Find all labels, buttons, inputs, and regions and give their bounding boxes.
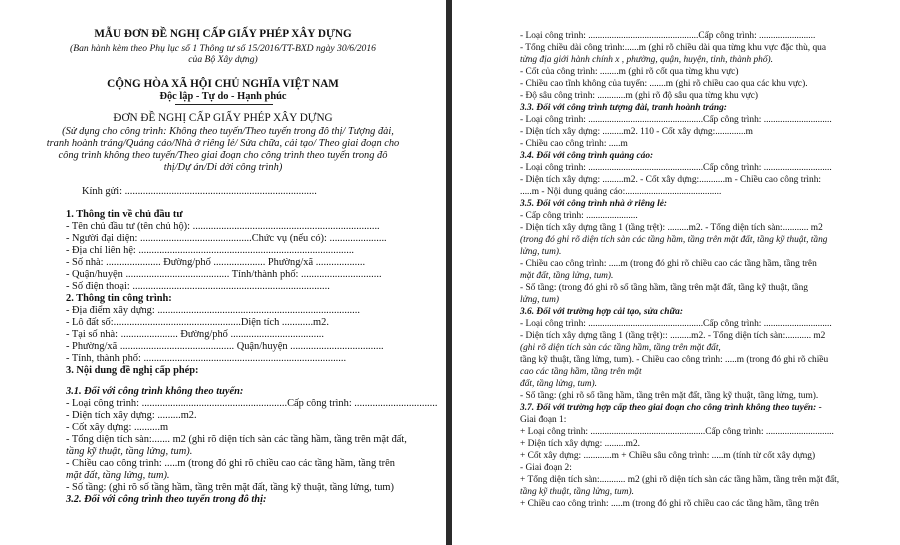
form-field: + Diện tích xây dựng: .........m2. xyxy=(520,439,640,449)
form-note: lửng, tum). xyxy=(520,247,562,257)
form-field: - Loại công trình: ...............................................Cấp công trình: ........................ xyxy=(520,31,816,41)
form-field: - Giai đoạn 2: xyxy=(520,463,572,473)
form-field: - Số tầng: (ghi rõ số tầng hầm, tầng trên mặt đất, tầng kỹ thuật, tầng lửng, tum). xyxy=(520,391,819,401)
form-field: - Số điện thoại: ............................................................................ xyxy=(66,281,330,292)
section-heading: 3. Nội dung đề nghị cấp phép: xyxy=(66,365,199,376)
form-field: - Số tầng: (trong đó ghi rõ số tầng hầm, tầng trên mặt đất, tầng kỹ thuật, tầng xyxy=(520,283,808,293)
addressee-line: Kính gửi: .......................................................................... xyxy=(82,186,317,197)
form-note: (ghi rõ diện tích sàn các tầng hầm, tầng trên mặt đất, xyxy=(520,343,721,353)
form-field: - Cốt xây dựng: ..........m xyxy=(66,422,169,433)
form-field: - Loại công trình: .................................................Cấp công trình: ............................. xyxy=(520,115,832,125)
form-field: + Chiều cao công trình: .....m (trong đó ghi rõ chiều cao các tầng hầm, tầng trên xyxy=(520,499,819,509)
form-field: - Diện tích xây dựng: .........m2. 110 - Cốt xây dựng:.............m xyxy=(520,127,753,137)
document-page-left xyxy=(0,0,446,545)
form-field: + Cốt xây dựng: ............m + Chiều sâu công trình: .....m (tính từ cốt xây dựng) xyxy=(520,451,816,461)
form-field: .....m - Nội dung quảng cáo:......................................... xyxy=(520,187,722,197)
document-page-right xyxy=(452,0,900,545)
form-title: MẪU ĐƠN ĐỀ NGHỊ CẤP GIẤY PHÉP XÂY DỰNG xyxy=(94,28,352,40)
form-field: - Độ sâu công trình: ............m (ghi rõ độ sâu qua từng khu vực) xyxy=(520,91,758,101)
form-field: - Diện tích xây dựng: .........m2. - Cốt xây dựng:...........m - Chiều cao công trình: xyxy=(520,175,822,185)
usage-note: (Sử dụng cho công trình: Không theo tuyến/Theo tuyến trong đô thị/ Tượng đài, xyxy=(62,126,394,137)
subsection-heading: 3.7. Đối với trường hợp cấp theo giai đoạn cho công trình không theo tuyến: - xyxy=(520,403,822,413)
form-field: + Tổng diện tích sàn:........... m2 (ghi rõ diện tích sàn các tầng hầm, tầng trên mặt đất, xyxy=(520,475,840,485)
usage-note: thị/Dự án/Di dời công trình) xyxy=(163,162,283,173)
form-field: - Tỉnh, thành phố: .............................................................................. xyxy=(66,353,347,364)
form-note: (trong đó ghi rõ diện tích sàn các tầng hầm, tầng trên mặt đất, tầng kỹ thuật, tầng xyxy=(520,235,828,245)
form-note: đất, tầng lửng, tum). xyxy=(520,379,597,389)
application-title: ĐƠN ĐỀ NGHỊ CẤP GIẤY PHÉP XÂY DỰNG xyxy=(113,112,333,124)
national-motto: Độc lập - Tự do - Hạnh phúc xyxy=(159,91,287,102)
usage-note: công trình không theo tuyến/Theo giai đoạn cho công trình theo tuyến trong đô xyxy=(58,150,388,161)
form-note: từng địa giới hành chính x , phường, quận, huyện, tỉnh, thành phố). xyxy=(520,55,774,65)
form-field: - Tổng chiều dài công trình:......m (ghi rõ chiều dài qua từng khu vực đặc thù, qua xyxy=(520,43,827,53)
subsection-heading: 3.6. Đối với trường hợp cải tạo, sửa chữa: xyxy=(520,307,683,317)
form-field: - Cốt của công trình: ........m (ghi rõ cốt qua từng khu vực) xyxy=(520,67,739,77)
subsection-heading: 3.4. Đối với công trình quảng cáo: xyxy=(520,151,654,161)
form-field: - Diện tích xây dựng tầng 1 (tầng trệt): .........m2. - Tổng diện tích sàn:........... m2 xyxy=(520,223,823,233)
form-field: - Diện tích xây dựng tầng 1 (tầng trệt):: .........m2. - Tổng diện tích sàn:........... m2 xyxy=(520,331,826,341)
form-field: - Loại công trình: .................................................Cấp công trình: ............................. xyxy=(520,319,832,329)
form-field: - Tại số nhà: ...................... Đường/phố .................................... xyxy=(66,329,324,340)
motto-underline xyxy=(175,104,273,105)
form-field: - Số nhà: ..................... Đường/phố .................... Phường/xã ................... xyxy=(66,257,366,268)
form-note: lửng, tum) xyxy=(520,295,559,305)
subsection-heading: 3.1. Đối với công trình không theo tuyến: xyxy=(66,386,244,397)
national-title: CỘNG HÒA XÃ HỘI CHỦ NGHĨA VIỆT NAM xyxy=(107,78,339,90)
form-field: - Loại công trình: .................................................Cấp công trình: ............................. xyxy=(520,163,832,173)
form-field: - Địa điểm xây dựng: .............................................................................. xyxy=(66,305,360,316)
section-heading: 1. Thông tin về chủ đầu tư xyxy=(66,209,183,220)
form-field: - Loại công trình: ........................................................Cấp công trình: ................................ xyxy=(66,398,438,409)
form-note: mặt đất, tầng lửng, tum). xyxy=(66,470,170,481)
form-field: - Diện tích xây dựng: .........m2. xyxy=(66,410,197,421)
form-field: - Người đại diện: ...........................................Chức vụ (nếu có): ...................... xyxy=(66,233,387,244)
form-field: - Chiều cao công trình: .....m (trong đó ghi rõ chiều cao các tầng hầm, tầng trên xyxy=(66,458,395,469)
form-field: - Tổng diện tích sàn:....... m2 (ghi rõ diện tích sàn các tầng hầm, tầng trên mặt đất, xyxy=(66,434,407,445)
form-field: - Tên chủ đầu tư (tên chủ hộ): ........................................................................ xyxy=(66,221,380,232)
section-heading: 2. Thông tin công trình: xyxy=(66,293,172,304)
form-field: - Chiều cao công trình: .....m (trong đó ghi rõ chiều cao các tầng hầm, tầng trên xyxy=(520,259,817,269)
form-field: - Quận/huyện ........................................ Tỉnh/thành phố: ............................... xyxy=(66,269,382,280)
form-field: - Địa chỉ liên hệ: ................................................................................... xyxy=(66,245,355,256)
form-note: mặt đất, tầng lửng, tum). xyxy=(520,271,614,281)
subsection-heading: 3.3. Đối với công trình tượng đài, tranh hoành tráng: xyxy=(520,103,727,113)
usage-note: tranh hoành tráng/Quảng cáo/Nhà ở riêng lẻ/ Sửa chữa, cải tạo/ Theo giai đoạn cho xyxy=(46,138,400,149)
subsection-heading: 3.2. Đối với công trình theo tuyến trong đô thị: xyxy=(66,494,267,505)
form-field: - Lô đất số:.................................................Diện tích ............m2. xyxy=(66,317,329,328)
form-note: tầng kỹ thuật, tầng lửng, tum). xyxy=(520,487,634,497)
form-subtitle: (Ban hành kèm theo Phụ lục số 1 Thông tư số 15/2016/TT-BXD ngày 30/6/2016 xyxy=(70,43,376,54)
form-field: - Cấp công trình: ...................... xyxy=(520,211,638,221)
form-note: cao các tầng hầm, tầng trên mặt xyxy=(520,367,642,377)
form-field: - Chiều cao công trình: .....m xyxy=(520,139,628,149)
form-field: - Chiều cao tĩnh không của tuyến: .......m (ghi rõ chiều cao qua các khu vực). xyxy=(520,79,808,89)
form-field: - Số tầng: (ghi rõ số tầng hầm, tầng trên mặt đất, tầng kỹ thuật, tầng lửng, tum) xyxy=(66,482,394,493)
subsection-heading: 3.5. Đối với công trình nhà ở riêng lẻ: xyxy=(520,199,668,209)
form-field: - Phường/xã ............................................ Quận/huyện .................................... xyxy=(66,341,384,352)
form-field: tầng kỹ thuật, tầng lửng, tum). - Chiều cao công trình: .....m (trong đó ghi rõ chiều xyxy=(520,355,829,365)
form-field: Giai đoạn 1: xyxy=(520,415,567,425)
form-note: tầng kỹ thuật, tầng lửng, tum). xyxy=(66,446,193,457)
form-subtitle: của Bộ Xây dựng) xyxy=(188,54,258,65)
form-field: + Loại công trình: .................................................Cấp công trình: ............................. xyxy=(520,427,834,437)
